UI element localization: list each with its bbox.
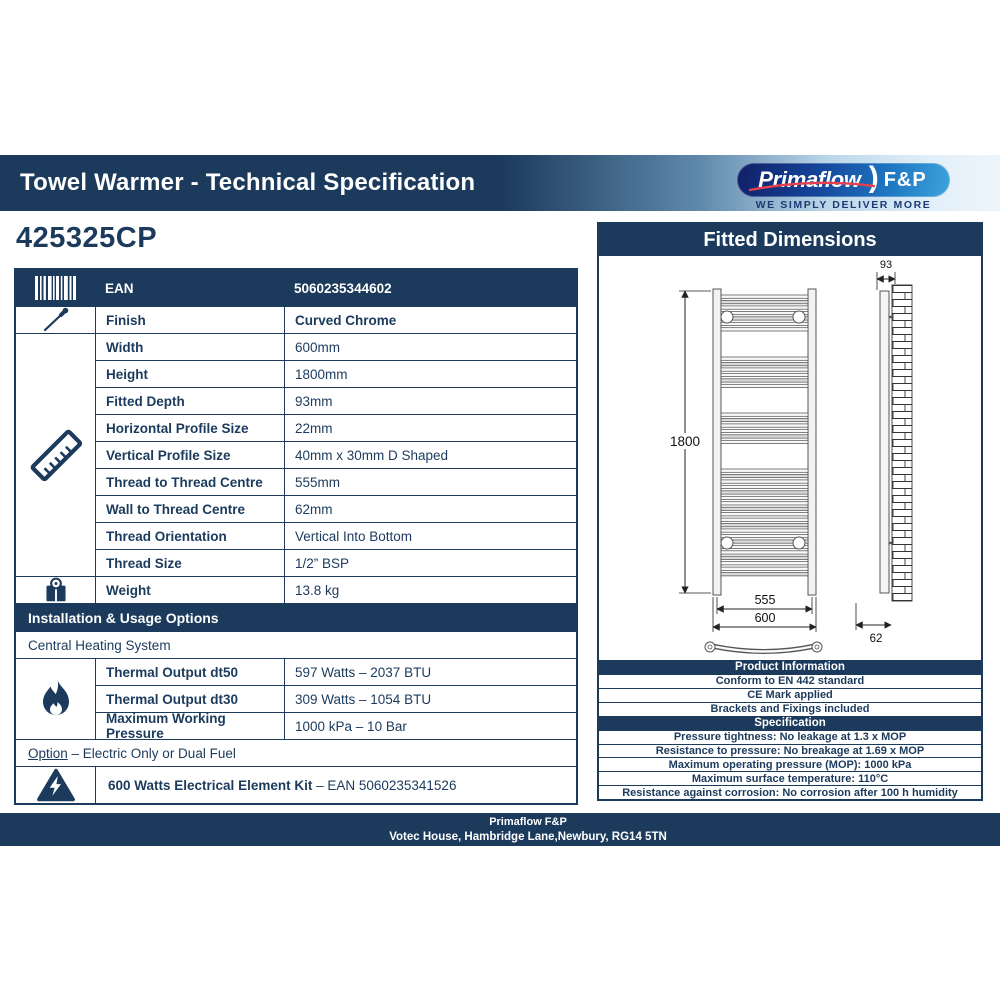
specification-table: [14, 268, 578, 805]
spec-row-value: 40mm x 30mm D Shaped: [284, 441, 576, 468]
installation-section-header: Installation & Usage Options: [16, 603, 576, 631]
logo-separator: ): [868, 161, 879, 194]
option-word: Option: [28, 745, 68, 761]
element-kit-row: [95, 766, 576, 803]
ean-label: EAN: [95, 270, 284, 306]
product-info-item: Brackets and Fixings included: [599, 702, 981, 716]
electric-warning-icon: [16, 766, 95, 803]
specification-header: Specification: [599, 716, 981, 730]
ruler-icon: [16, 333, 95, 576]
product-code: 425325CP: [16, 222, 158, 254]
product-info-item: Conform to EN 442 standard: [599, 674, 981, 688]
thermal-row-value: 597 Watts – 2037 BTU: [284, 658, 576, 685]
finish-label: Finish: [95, 306, 284, 333]
spec-row-value: 1/2” BSP: [284, 549, 576, 576]
primaflow-logo: [737, 163, 950, 197]
spec-row-value: 600mm: [284, 333, 576, 360]
thermal-row-value: 309 Watts – 1054 BTU: [284, 685, 576, 712]
dim-depth-label: 93: [879, 259, 893, 271]
towel-rail-drawing-svg: [599, 256, 981, 660]
product-information-table: [599, 660, 981, 799]
fitted-dimensions-panel: [597, 222, 983, 801]
flame-icon: [16, 658, 95, 739]
spec-row-label: Thread to Thread Centre: [95, 468, 284, 495]
spec-row-label: Thread Size: [95, 549, 284, 576]
spec-row-value: 22mm: [284, 414, 576, 441]
finish-value: Curved Chrome: [284, 306, 576, 333]
dim-wall-thread-label: 62: [869, 633, 883, 645]
heating-system-row: Central Heating System: [16, 631, 576, 658]
weight-label: Weight: [95, 576, 284, 603]
dim-thread-centres-label: 555: [754, 593, 776, 607]
logo-brand-text: [752, 167, 860, 193]
spec-row-value: 62mm: [284, 495, 576, 522]
product-information-header: Product Information: [599, 660, 981, 674]
fitted-dimensions-title: Fitted Dimensions: [599, 224, 981, 256]
logo-suffix: F&P: [883, 168, 927, 191]
scale-icon: [16, 576, 95, 603]
spec-row-label: Wall to Thread Centre: [95, 495, 284, 522]
footer-company: Primaflow F&P: [489, 816, 567, 828]
spec-info-item: Maximum operating pressure (MOP): 1000 kPa: [599, 757, 981, 771]
thermal-row-label: Thermal Output dt30: [95, 685, 284, 712]
barcode-icon: [16, 270, 95, 306]
option-row: [16, 739, 576, 766]
spec-info-item: Resistance to pressure: No breakage at 1.69 x MOP: [599, 744, 981, 758]
thermal-row-value: 1000 kPa – 10 Bar: [284, 712, 576, 739]
logo-brand-word: Primaflow: [758, 167, 861, 192]
thermal-row-label: Thermal Output dt50: [95, 658, 284, 685]
ean-value: 5060235344602: [284, 270, 576, 306]
element-kit-name: 600 Watts Electrical Element Kit: [108, 777, 313, 793]
product-info-item: CE Mark applied: [599, 688, 981, 702]
spec-row-value: 93mm: [284, 387, 576, 414]
spec-row-label: Thread Orientation: [95, 522, 284, 549]
thermal-row-label: Maximum Working Pressure: [95, 712, 284, 739]
spec-info-item: Maximum surface temperature: 110°C: [599, 771, 981, 785]
spec-row-label: Horizontal Profile Size: [95, 414, 284, 441]
spec-info-item: Pressure tightness: No leakage at 1.3 x MOP: [599, 730, 981, 744]
spec-row-label: Fitted Depth: [95, 387, 284, 414]
element-kit-ean: – EAN 5060235341526: [312, 777, 457, 793]
logo-tagline: WE SIMPLY DELIVER MORE: [755, 199, 932, 211]
dim-height-label: 1800: [669, 434, 701, 449]
spec-row-value: 1800mm: [284, 360, 576, 387]
paintbrush-icon: [16, 306, 95, 333]
towel-rail-drawing: [599, 256, 981, 660]
dim-width-label: 600: [754, 611, 776, 625]
page-title: Towel Warmer - Technical Specification: [20, 169, 476, 196]
footer-address: Votec House, Hambridge Lane,Newbury, RG14 5TN: [389, 831, 667, 843]
spec-row-label: Vertical Profile Size: [95, 441, 284, 468]
footer: [0, 813, 1000, 846]
spec-row-label: Width: [95, 333, 284, 360]
spec-info-item: Resistance against corrosion: No corrosion after 100 h humidity: [599, 785, 981, 799]
spec-row-value: 555mm: [284, 468, 576, 495]
weight-value: 13.8 kg: [284, 576, 576, 603]
spec-row-value: Vertical Into Bottom: [284, 522, 576, 549]
option-rest: – Electric Only or Dual Fuel: [67, 745, 236, 761]
spec-row-label: Height: [95, 360, 284, 387]
